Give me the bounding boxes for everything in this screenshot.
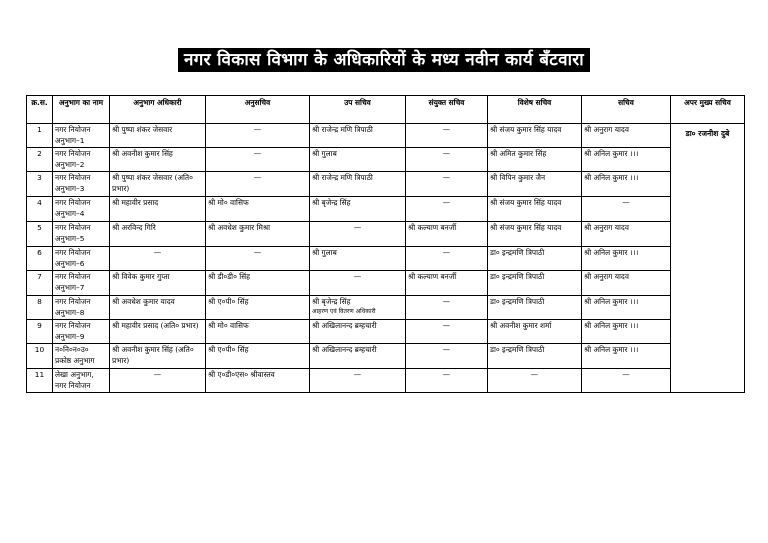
- cell-sn: [27, 124, 53, 148]
- cell-anubhag: [53, 320, 110, 344]
- cell-sachiv-text: श्री अनिल कुमार ।।।: [584, 248, 639, 257]
- cell-vishesh-sachiv-text: डा० इन्द्रमणि त्रिपाठी: [490, 345, 545, 354]
- cell-anubhag-adhikari: [110, 148, 206, 172]
- cell-sn: [27, 369, 53, 393]
- cell-sanyukt-sachiv-text: —: [442, 297, 451, 306]
- cell-anusachiv-text: श्री मो० वासिफ: [208, 321, 249, 330]
- cell-up-sachiv: [310, 124, 406, 148]
- cell-anubhag-adhikari: [110, 296, 206, 320]
- cell-up-sachiv: [310, 296, 406, 320]
- cell-sachiv-text: श्री अनुराग यादव: [584, 272, 629, 281]
- cell-vishesh-sachiv: [488, 296, 582, 320]
- cell-anubhag-adhikari: [110, 369, 206, 393]
- cell-sachiv: [582, 222, 671, 247]
- cell-sachiv-text: श्री अनिल कुमार ।।।: [584, 321, 639, 330]
- cell-sn: [27, 172, 53, 197]
- cell-anubhag-adhikari: [110, 222, 206, 247]
- cell-anubhag-adhikari-text: श्री पुष्पा शंकर जेसवार (अति० प्रभार): [112, 173, 193, 193]
- cell-sachiv: [582, 296, 671, 320]
- cell-up-sachiv: [310, 369, 406, 393]
- cell-sn: [27, 197, 53, 222]
- cell-anubhag-text: न०नि०न०उ० प्रकोष्ठ अनुभाग: [55, 345, 95, 365]
- page-title: नगर विकास विभाग के अधिकारियों के मध्य नवीन कार्य बँटवारा: [178, 48, 590, 72]
- table-row: [27, 222, 745, 247]
- cell-sanyukt-sachiv-text: —: [442, 198, 451, 207]
- cell-anusachiv: [206, 369, 310, 393]
- cell-anubhag: [53, 344, 110, 369]
- cell-anubhag-adhikari: [110, 344, 206, 369]
- cell-sanyukt-sachiv: [406, 197, 488, 222]
- cell-anubhag-text: नगर नियोजन अनुभाग–1: [55, 125, 91, 145]
- cell-anubhag-text: नगर नियोजन अनुभाग–3: [55, 173, 91, 193]
- cell-up-sachiv: [310, 197, 406, 222]
- cell-anusachiv: [206, 148, 310, 172]
- table-row: [27, 296, 745, 320]
- cell-up-sachiv: [310, 172, 406, 197]
- cell-up-sachiv-text: श्री राजेन्द्र मणि त्रिपाठी: [312, 125, 373, 134]
- table-row: [27, 172, 745, 197]
- cell-sanyukt-sachiv-text: श्री कल्याण बनर्जी: [408, 272, 457, 281]
- cell-anubhag: [53, 148, 110, 172]
- cell-sn-text: 10: [34, 345, 45, 354]
- cell-anusachiv-text: श्री अवधेश कुमार मिश्रा: [208, 223, 271, 232]
- cell-anubhag-adhikari-text: श्री महावीर प्रसाद: [112, 198, 159, 207]
- cell-anubhag-adhikari: [110, 172, 206, 197]
- cell-vishesh-sachiv-text: श्री संजय कुमार सिंह यादव: [490, 198, 562, 207]
- cell-anusachiv: [206, 320, 310, 344]
- cell-sanyukt-sachiv-text: श्री कल्याण बनर्जी: [408, 223, 457, 232]
- cell-anubhag: [53, 247, 110, 271]
- cell-vishesh-sachiv-text: श्री विपिन कुमार जैन: [490, 173, 546, 182]
- cell-sn-text: 4: [37, 198, 42, 207]
- table-row: [27, 197, 745, 222]
- cell-anusachiv: [206, 296, 310, 320]
- cell-vishesh-sachiv: [488, 124, 582, 148]
- cell-sanyukt-sachiv: [406, 148, 488, 172]
- cell-vishesh-sachiv-text: डा० इन्द्रमणि त्रिपाठी: [490, 272, 545, 281]
- cell-anubhag-adhikari-text: श्री पुष्पा शंकर जेसवार: [112, 125, 173, 134]
- up-sachiv-note: आहरण एवं वितरण अधिकारी: [312, 307, 376, 315]
- cell-vishesh-sachiv-text: डा० इन्द्रमणि त्रिपाठी: [490, 297, 545, 306]
- cell-up-sachiv: [310, 247, 406, 271]
- cell-sachiv: [582, 271, 671, 296]
- header-up-sachiv: उप सचिव: [310, 96, 406, 124]
- cell-vishesh-sachiv: [488, 320, 582, 344]
- cell-vishesh-sachiv: [488, 172, 582, 197]
- header-anubhag-adhikari: अनुभाग अधिकारी: [110, 96, 206, 124]
- cell-up-sachiv-text: श्री अखिलानन्द ब्रम्हचारी: [312, 321, 377, 330]
- cell-sanyukt-sachiv: [406, 320, 488, 344]
- cell-sn-text: 5: [37, 223, 42, 232]
- cell-sachiv: [582, 197, 671, 222]
- cell-vishesh-sachiv: [488, 148, 582, 172]
- cell-up-sachiv: [310, 271, 406, 296]
- apar-mukhya-sachiv-text: डा० रजनीश दुबे: [685, 129, 730, 138]
- table-row: [27, 271, 745, 296]
- cell-anusachiv: [206, 271, 310, 296]
- cell-sanyukt-sachiv-text: —: [442, 173, 451, 182]
- cell-sachiv: [582, 369, 671, 393]
- cell-sachiv: [582, 247, 671, 271]
- cell-sn: [27, 247, 53, 271]
- cell-up-sachiv-text: श्री राजेन्द्र मणि त्रिपाठी: [312, 173, 373, 182]
- cell-sachiv: [582, 344, 671, 369]
- cell-sanyukt-sachiv-text: —: [442, 321, 451, 330]
- cell-sn-text: 3: [37, 173, 42, 182]
- cell-sn-text: 8: [37, 297, 42, 306]
- cell-sanyukt-sachiv: [406, 222, 488, 247]
- cell-sanyukt-sachiv: [406, 369, 488, 393]
- cell-anusachiv-text: —: [253, 173, 262, 182]
- table-row: [27, 344, 745, 369]
- cell-anubhag: [53, 369, 110, 393]
- cell-anusachiv-text: —: [253, 149, 262, 158]
- cell-sanyukt-sachiv: [406, 296, 488, 320]
- cell-vishesh-sachiv-text: श्री अमित कुमार सिंह: [490, 149, 547, 158]
- cell-anubhag: [53, 124, 110, 148]
- cell-sachiv: [582, 320, 671, 344]
- cell-sn: [27, 344, 53, 369]
- table-row: [27, 369, 745, 393]
- cell-sn-text: 1: [37, 125, 42, 134]
- header-sn: क्र.स.: [27, 96, 53, 124]
- table-row: [27, 320, 745, 344]
- cell-up-sachiv: [310, 344, 406, 369]
- cell-anusachiv: [206, 124, 310, 148]
- cell-anusachiv-text: —: [253, 125, 262, 134]
- cell-sachiv-text: श्री अनिल कुमार ।।।: [584, 297, 639, 306]
- header-apar-mukhya-sachiv: अपर मुख्य सचिव: [671, 96, 745, 124]
- cell-anusachiv-text: —: [253, 248, 262, 257]
- cell-anubhag-adhikari: [110, 320, 206, 344]
- cell-anubhag-adhikari-text: श्री अवनीश कुमार सिंह (अति० प्रभार): [112, 345, 194, 365]
- cell-anubhag-text: नगर नियोजन अनुभाग–9: [55, 321, 91, 341]
- table-row: [27, 247, 745, 271]
- cell-anubhag: [53, 296, 110, 320]
- cell-sachiv-text: श्री अनुराग यादव: [584, 223, 629, 232]
- cell-sanyukt-sachiv: [406, 247, 488, 271]
- cell-up-sachiv-text: —: [353, 223, 362, 232]
- cell-anubhag-text: नगर नियोजन अनुभाग–4: [55, 198, 91, 218]
- cell-vishesh-sachiv: [488, 271, 582, 296]
- cell-sachiv-text: श्री अनिल कुमार ।।।: [584, 149, 639, 158]
- cell-anubhag-adhikari-text: —: [153, 370, 162, 379]
- cell-anusachiv-text: श्री ए०पी० सिंह: [208, 297, 249, 306]
- cell-sanyukt-sachiv: [406, 344, 488, 369]
- cell-anubhag-text: नगर नियोजन अनुभाग–6: [55, 248, 91, 268]
- cell-anusachiv-text: श्री ए०डी०एस० श्रीवास्तव: [208, 370, 275, 379]
- cell-anubhag-adhikari-text: —: [153, 248, 162, 257]
- cell-anusachiv-text: श्री मो० वासिफ: [208, 198, 249, 207]
- cell-sanyukt-sachiv-text: —: [442, 248, 451, 257]
- cell-sn-text: 11: [34, 370, 45, 379]
- cell-anubhag-adhikari: [110, 271, 206, 296]
- cell-vishesh-sachiv-text: श्री संजय कुमार सिंह यादव: [490, 223, 562, 232]
- cell-up-sachiv-text: श्री बृजेन्द्र सिंह: [312, 297, 351, 306]
- cell-up-sachiv: [310, 148, 406, 172]
- cell-vishesh-sachiv-text: श्री संजय कुमार सिंह यादव: [490, 125, 562, 134]
- table-row: [27, 148, 745, 172]
- cell-sanyukt-sachiv-text: —: [442, 149, 451, 158]
- title-wrap: [0, 48, 768, 72]
- cell-anubhag-adhikari: [110, 197, 206, 222]
- cell-sn-text: 9: [37, 321, 42, 330]
- cell-up-sachiv-text: श्री बृजेन्द्र सिंह: [312, 198, 351, 207]
- cell-sn: [27, 296, 53, 320]
- cell-anusachiv: [206, 247, 310, 271]
- cell-apar-mukhya-sachiv: [671, 124, 745, 393]
- cell-up-sachiv-text: श्री गुलाब: [312, 149, 337, 158]
- cell-anusachiv-text: श्री ए०पी० सिंह: [208, 345, 249, 354]
- cell-sn: [27, 222, 53, 247]
- cell-sn: [27, 271, 53, 296]
- cell-anubhag-adhikari-text: श्री अवनीश कुमार सिंह: [112, 149, 173, 158]
- cell-up-sachiv-text: श्री अखिलानन्द ब्रम्हचारी: [312, 345, 377, 354]
- cell-anubhag: [53, 271, 110, 296]
- cell-sachiv: [582, 172, 671, 197]
- cell-anusachiv: [206, 344, 310, 369]
- cell-sanyukt-sachiv: [406, 172, 488, 197]
- cell-sachiv-text: श्री अनिल कुमार ।।।: [584, 345, 639, 354]
- cell-sn: [27, 320, 53, 344]
- cell-anubhag-adhikari-text: श्री विवेक कुमार गुप्ता: [112, 272, 170, 281]
- header-anubhag: अनुभाग का नाम: [53, 96, 110, 124]
- cell-anusachiv-text: श्री डी०डी० सिंह: [208, 272, 251, 281]
- cell-vishesh-sachiv: [488, 222, 582, 247]
- cell-sn: [27, 148, 53, 172]
- cell-anubhag-adhikari-text: श्री अरविन्द गिरि: [112, 223, 156, 232]
- cell-sanyukt-sachiv-text: —: [442, 125, 451, 134]
- cell-sanyukt-sachiv: [406, 124, 488, 148]
- cell-vishesh-sachiv: [488, 344, 582, 369]
- cell-up-sachiv: [310, 320, 406, 344]
- cell-sanyukt-sachiv-text: —: [442, 345, 451, 354]
- header-vishesh-sachiv: विशेष सचिव: [488, 96, 582, 124]
- cell-up-sachiv-text: श्री गुलाब: [312, 248, 337, 257]
- cell-anubhag-text: नगर नियोजन अनुभाग–2: [55, 149, 91, 169]
- cell-vishesh-sachiv: [488, 197, 582, 222]
- cell-anubhag-adhikari: [110, 124, 206, 148]
- cell-sachiv: [582, 124, 671, 148]
- table-row: [27, 124, 745, 148]
- cell-sachiv: [582, 148, 671, 172]
- cell-anubhag-text: नगर नियोजन अनुभाग–8: [55, 297, 91, 317]
- cell-vishesh-sachiv-text: डा० इन्द्रमणि त्रिपाठी: [490, 248, 545, 257]
- cell-anubhag-text: नगर नियोजन अनुभाग–7: [55, 272, 91, 292]
- cell-sn-text: 6: [37, 248, 42, 257]
- cell-anubhag: [53, 172, 110, 197]
- cell-sachiv-text: श्री अनुराग यादव: [584, 125, 629, 134]
- cell-sn-text: 2: [37, 149, 42, 158]
- cell-sanyukt-sachiv: [406, 271, 488, 296]
- cell-vishesh-sachiv-text: श्री अवनीश कुमार शर्मा: [490, 321, 552, 330]
- cell-anubhag-adhikari-text: श्री महावीर प्रसाद (अति० प्रभार): [112, 321, 199, 330]
- cell-anubhag-text: नगर नियोजन अनुभाग–5: [55, 223, 91, 243]
- cell-up-sachiv-text: —: [353, 370, 362, 379]
- cell-sachiv-text: श्री अनिल कुमार ।।।: [584, 173, 639, 182]
- header-sachiv: सचिव: [582, 96, 671, 124]
- cell-sachiv-text: —: [622, 198, 630, 207]
- cell-anubhag-text: लेखा अनुभाग, नगर नियोजन: [55, 370, 94, 390]
- cell-vishesh-sachiv: [488, 369, 582, 393]
- cell-up-sachiv: [310, 222, 406, 247]
- cell-anubhag-adhikari: [110, 247, 206, 271]
- cell-anusachiv: [206, 197, 310, 222]
- cell-sn-text: 7: [37, 272, 42, 281]
- header-anusachiv: अनुसचिव: [206, 96, 310, 124]
- cell-anusachiv: [206, 222, 310, 247]
- cell-up-sachiv-text: —: [353, 272, 362, 281]
- cell-sanyukt-sachiv-text: —: [442, 370, 451, 379]
- allocation-table: [26, 95, 745, 393]
- cell-anusachiv: [206, 172, 310, 197]
- header-row: [27, 96, 745, 124]
- cell-vishesh-sachiv: [488, 247, 582, 271]
- cell-vishesh-sachiv-text: —: [530, 370, 539, 379]
- cell-anubhag: [53, 197, 110, 222]
- cell-anubhag-adhikari-text: श्री अवधेश कुमार यादव: [112, 297, 175, 306]
- cell-anubhag: [53, 222, 110, 247]
- header-sanyukt-sachiv: संयुक्त सचिव: [406, 96, 488, 124]
- cell-sachiv-text: —: [622, 370, 630, 379]
